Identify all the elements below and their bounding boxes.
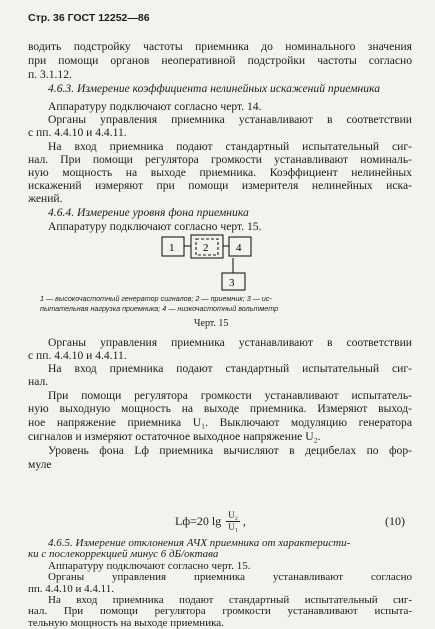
text-line: искажений измеряют при помощи измерителя нелинейных иска- [28,179,412,192]
text-line: тельную мощность на выходе приемника. [28,616,224,629]
text-line: нал. При помощи регулятора громкости устанавливают номиналь- [28,153,412,166]
section-heading-4-6-4: 4.6.4. Измерение уровня фона приемника [48,206,249,219]
text-line: Аппаратуру подключают согласно черт. 14. [48,100,262,113]
formula-lhs: Lф=20 lg [175,514,222,528]
formula-10 [175,510,246,533]
text-line: нал. При помощи регулятора громкости устанавливают испыта- [28,605,412,618]
block-label: 2 [203,242,209,254]
text-line: ное напряжение приемника U₁. Выключают модуляцию генератора [28,416,412,429]
text-line: с пп. 4.4.10 и 4.4.11. [28,126,127,139]
block-label: 4 [236,242,242,254]
text-line: При помощи регулятора громкости устанавливают испытатель- [48,389,412,402]
figure-caption-line: 1 — высокочастотный генератор сигналов; 2 — приемник; 3 — ис- [40,294,272,303]
text-line: Аппаратуру подключают согласно черт. 15. [48,559,251,572]
section-heading-4-6-5-cont: ки с послекоррекцией минус 6 дБ/октава [28,548,219,561]
text-line: Органы управления приемника устанавливают согласно [48,571,412,584]
formula-denominator: U₁ [228,522,238,532]
formula-fraction [226,510,240,533]
block-label: 1 [169,242,175,254]
text-line: нал. [28,375,49,388]
text-line: Аппаратуру подключают согласно черт. 15. [48,220,262,233]
text-line: водить подстройку частоты приемника до номинального значения [28,40,412,53]
figure-label: Черт. 15 [194,318,229,329]
text-line: Уровень фона Lф приемника вычисляют в децибелах по фор- [48,444,412,457]
block-label: 3 [229,277,235,289]
text-line: Органы управления приемника устанавливают в соответствии [48,336,412,349]
text-line: ную выходную мощность на выходе приемника. Измеряют выход- [28,402,412,415]
text-line: жений. [28,192,63,205]
equation-number: (10) [385,514,405,528]
text-line: муле [28,458,52,471]
section-heading-4-6-3: 4.6.3. Измерение коэффициента нелинейных искажений приемника [48,82,381,95]
text-line: На вход приемника подают стандартный испытательный сиг- [48,140,412,153]
formula-tail: , [242,514,246,528]
text-line: при помощи органов неоперативной подстройки частоты согласно [28,54,412,67]
text-line: сигналов и измеряют остаточное выходное напряжение U₂. [28,430,321,443]
text-line: с пп. 4.4.10 и 4.4.11. [28,349,127,362]
formula-numerator: U₂ [228,510,238,520]
page-header: Стр. 36 ГОСТ 12252—86 [28,12,150,24]
text-line: Органы управления приемника устанавливают в соответствии [48,113,412,126]
text-line: пп. 4.4.10 и 4.4.11. [28,582,115,595]
text-line: На вход приемника подают стандартный испытательный сиг- [48,362,412,375]
text-line: ную мощность на выходе приемника. Коэффициент нелинейных [28,166,412,179]
text-line: На вход приемника подают стандартный испытательный сиг- [48,594,412,606]
section-heading-4-6-5: 4.6.5. Измерение отклонения АЧХ приемника от характеристи- [48,537,351,549]
text-line: п. 3.1.12. [28,68,72,81]
figure-caption-line: пытательная нагрузка приемника; 4 — низкочастотный вольтметр [40,304,279,313]
